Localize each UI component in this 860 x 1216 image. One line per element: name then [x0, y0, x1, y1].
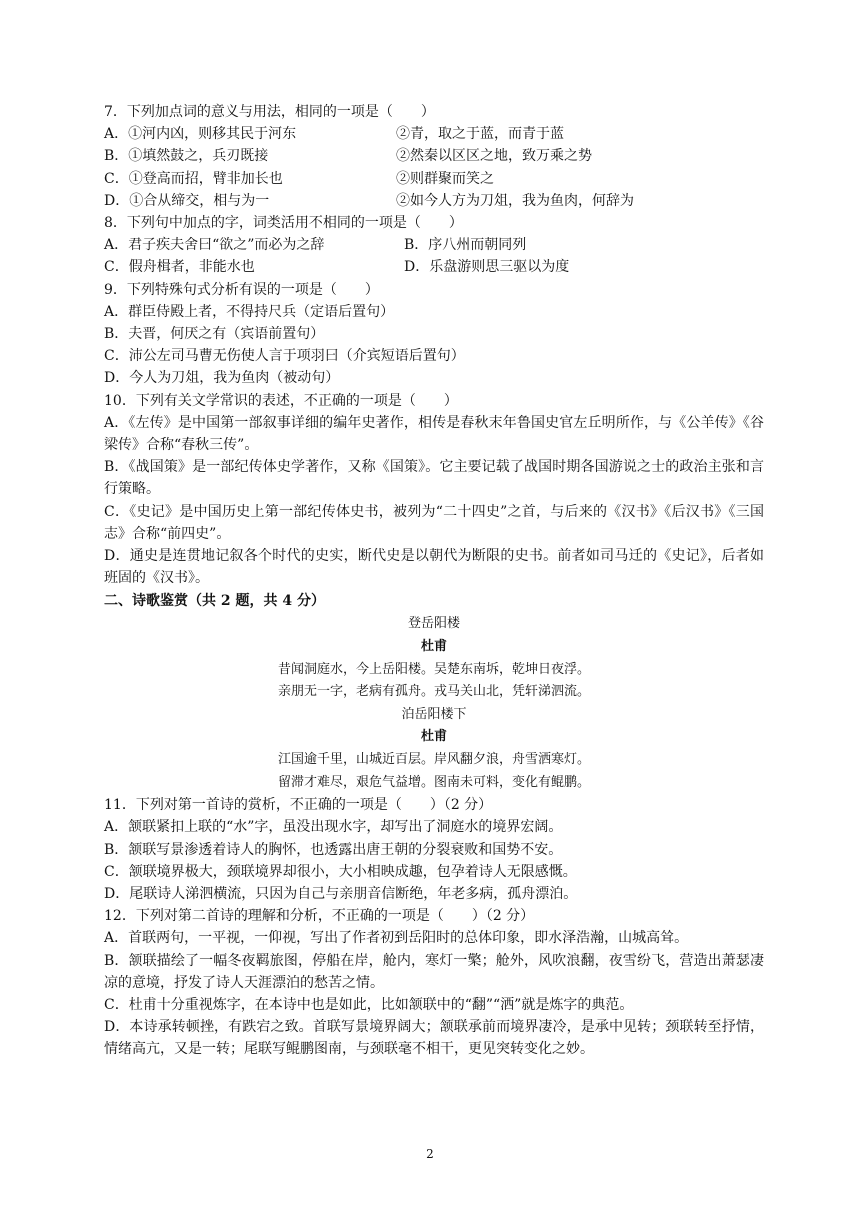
question-10-option-a: A．《左传》是中国第一部叙事详细的编年史著作，相传是春秋末年鲁国史官左丘明所作，与《公羊传》《谷梁传》合称“春秋三传”。 — [104, 414, 764, 454]
option-d: D．乐盘游则思三驱以为度 — [404, 259, 570, 276]
question-10-option-c: C．《史记》是中国历史上第一部纪传体史书，被列为“二十四史”之首，与后来的《汉书》《后汉书》《三国志》合称“前四史”。 — [104, 503, 764, 542]
poem-2-line: 江国逾千里，山城近百层。岸风翻夕浪，舟雪洒寒灯。 — [277, 752, 590, 768]
option-c-2: ②则群聚而笑之 — [396, 170, 494, 187]
question-12-option-a: A．首联两句，一平视，一仰视，写出了作者初到岳阳时的总体印象，即水泽浩瀚，山城高耸。 — [104, 930, 689, 947]
option-a: A．君子疾夫舍曰“欲之”而必为之辞 — [104, 237, 325, 254]
poem-2-line: 留滞才难尽，艰危气益增。图南未可料，变化有鲲鹏。 — [277, 774, 590, 790]
question-9-option-b: B．夫晋，何厌之有（宾语前置句） — [104, 326, 325, 343]
option-c-1: C．①登高而招，臂非加长也 — [104, 170, 283, 187]
question-11-option-c: C．颔联境界极大，颈联境界却很小，大小相映成趣，包孕着诗人无限感慨。 — [104, 863, 577, 880]
question-11-option-a: A．颔联紧扣上联的“水”字，虽没出现水字，却写出了洞庭水的境界宏阔。 — [104, 819, 563, 836]
option-a-2: ②青，取之于蓝，而青于蓝 — [396, 126, 564, 143]
question-12-option-d: D．本诗承转顿挫，有跌宕之致。首联写景境界阔大；颔联承前而境界凄冷，是承中见转；颈联转至抒情，情绪高亢，又是一转；尾联写鲲鹏图南，与颈联毫不相干，更见突转变化之妙。 — [104, 1019, 764, 1058]
option-d-2: ②如今人方为刀俎，我为鱼肉，何辞为 — [396, 192, 634, 209]
question-9-option-a: A．群臣侍殿上者，不得持尺兵（定语后置句） — [104, 303, 395, 320]
exam-page-content — [104, 101, 764, 1061]
option-a-1: A．①河内凶，则移其民于河东 — [104, 126, 297, 143]
question-9-option-c: C．沛公左司马曹无伤使人言于项羽曰（介宾短语后置句） — [104, 348, 465, 365]
section-heading-poetry: 二、诗歌鉴赏（共 2 题，共 4 分） — [104, 593, 325, 610]
poem-1-author: 杜甫 — [420, 639, 447, 655]
question-12-option-b: B．颔联描绘了一幅冬夜羁旅图，停船在岸，舱内，寒灯一檠；舱外，风吹浪翻，夜雪纷飞，营造出萧瑟凄凉的意境，抒发了诗人天涯漂泊的愁苦之情。 — [104, 952, 764, 991]
question-9-stem: 9．下列特殊句式分析有误的一项是（ ） — [104, 281, 379, 298]
page-number: 2 — [426, 1147, 434, 1161]
question-12-option-c: C．杜甫十分重视炼字，在本诗中也是如此，比如颔联中的“翻”“洒”就是炼字的典范。 — [104, 997, 634, 1014]
option-b-2: ②然秦以区区之地，致万乘之势 — [396, 148, 592, 165]
poem-1-title: 登岳阳楼 — [407, 616, 460, 632]
question-10-option-b: B．《战国策》是一部纪传体史学著作，又称《国策》。它主要记载了战国时期各国游说之士的政治主张和言行策略。 — [104, 459, 764, 498]
question-11-option-d: D．尾联诗人涕泗横流，只因为自己与亲朋音信断绝，年老多病，孤舟漂泊。 — [104, 886, 578, 903]
question-7-option-row — [104, 145, 764, 167]
option-d-1: D．①合从缔交，相与为一 — [104, 192, 270, 209]
poem-2-title: 泊岳阳楼下 — [401, 706, 467, 722]
question-8-stem: 8．下列句中加点的字，词类活用不相同的一项是（ ） — [104, 215, 463, 232]
question-10-stem: 10．下列有关文学常识的表述，不正确的一项是（ ） — [104, 392, 458, 409]
question-7-option-row — [104, 168, 764, 190]
question-7-option-row — [104, 190, 764, 212]
question-9-option-d: D．今人为刀俎，我为鱼肉（被动句） — [104, 370, 340, 387]
question-12-stem: 12．下列对第二首诗的理解和分析，不正确的一项是（ ）（2 分） — [104, 908, 535, 925]
option-b: B．序八州而朝同列 — [404, 237, 527, 254]
poem-1-line: 亲朋无一字，老病有孤舟。戎马关山北，凭轩涕泗流。 — [277, 684, 590, 700]
question-8-option-row — [104, 234, 764, 256]
question-7-option-row — [104, 123, 764, 145]
question-11-stem: 11．下列对第一首诗的赏析，不正确的一项是（ ）（2 分） — [104, 797, 493, 814]
option-b-1: B．①填然鼓之，兵刃既接 — [104, 148, 269, 165]
question-10-option-d: D．通史是连贯地记叙各个时代的史实，断代史是以朝代为断限的史书。前者如司马迁的《史记》，后者如班固的《汉书》。 — [104, 548, 764, 587]
question-11-option-b: B．颔联写景渗透着诗人的胸怀，也透露出唐王朝的分裂衰败和国势不安。 — [104, 841, 563, 858]
question-7-stem: 7．下列加点词的意义与用法，相同的一项是（ ） — [104, 104, 435, 120]
poem-1-line: 昔闻洞庭水，今上岳阳楼。吴楚东南坼，乾坤日夜浮。 — [277, 661, 590, 677]
option-c: C．假舟楫者，非能水也 — [104, 259, 255, 276]
question-8-option-row — [104, 256, 764, 278]
poem-2-author: 杜甫 — [420, 729, 447, 745]
